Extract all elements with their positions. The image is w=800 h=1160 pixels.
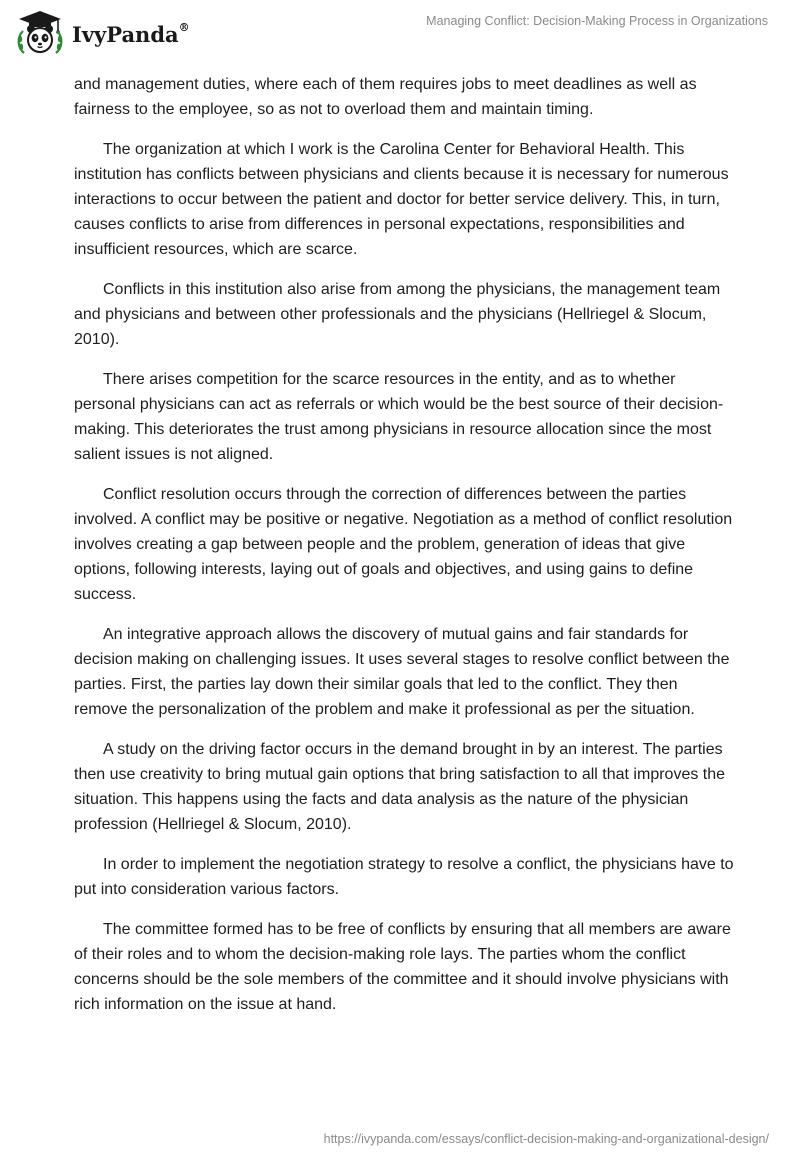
brand-logo-link[interactable] [14,8,190,58]
paragraph-continued: and management duties, where each of them requires jobs to meet deadlines as well as fairness to the employee, so as not to overload them and maintain timing. [74,76,697,118]
paragraph: The committee formed has to be free of conflicts by ensuring that all members are aware of their roles and to whom the decision-making role lays. The parties whom the conflict concerns should be the sole members of the committee and it should involve physicians with rich information on the issue at hand. [74,921,731,1013]
essay-body [74,72,734,1032]
panda-graduate-icon [14,9,66,57]
paragraph: Conflicts in this institution also arise from among the physicians, the management team and physicians and between other professionals and the physicians (Hellriegel & Slocum, 2010). [74,281,721,348]
document-title: Managing Conflict: Decision-Making Process in Organizations [426,14,768,28]
page-header [0,0,800,70]
paragraph: Conflict resolution occurs through the correction of differences between the parties involved. A conflict may be positive or negative. Negotiation as a method of conflict resolution involves creating a gap between people and the problem, generation of ideas that give options, following interests, laying out of goals and objectives, and using gains to define success. [74,486,733,603]
paragraph: In order to implement the negotiation strategy to resolve a conflict, the physicians have to put into consideration various factors. [74,856,734,898]
paragraph: A study on the driving factor occurs in the demand brought in by an interest. The parties then use creativity to bring mutual gain options that bring satisfaction to all that improves the situation. This happens using the facts and data analysis as the nature of the physician profession (Hellriegel & Slocum, 2010). [74,741,726,833]
registered-mark: ® [178,20,190,34]
paragraph: The organization at which I work is the Carolina Center for Behavioral Health. This institution has conflicts between physicians and clients because it is necessary for numerous interactions to occur between the patient and doctor for better service delivery. This, in turn, causes conflicts to arise from differences in personal expectations, responsibilities and insufficient resources, which are scarce. [74,141,729,258]
paragraph: There arises competition for the scarce resources in the entity, and as to whether personal physicians can act as referrals or which would be the best source of their decision-making. This deteriorates the trust among physicians in resource allocation since the most salient issues is not aligned. [74,371,724,463]
brand-name: IvyPanda® [72,20,190,47]
paragraph: An integrative approach allows the discovery of mutual gains and fair standards for decision making on challenging issues. It uses several stages to resolve conflict between the parties. First, the parties lay down their similar goals that led to the conflict. They then remove the personalization of the problem and make it professional as per the situation. [74,626,730,718]
source-url-link[interactable]: https://ivypanda.com/essays/conflict-decision-making-and-organizational-design/ [323,1132,769,1146]
